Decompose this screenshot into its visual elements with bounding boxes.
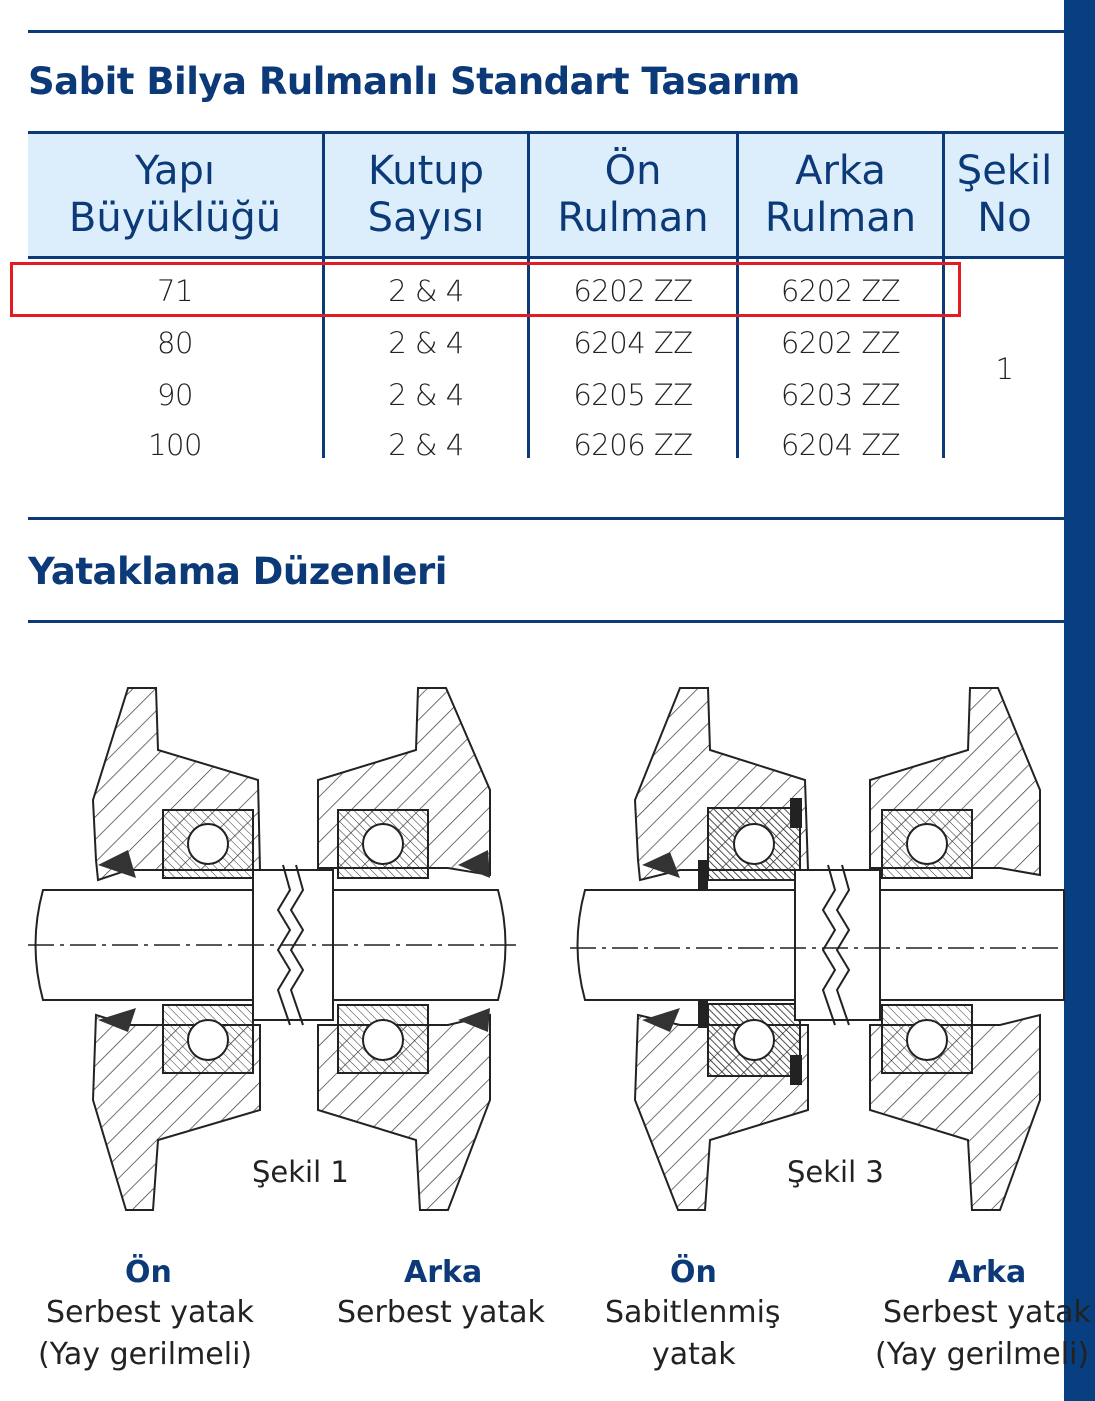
header-frame-size: Yapı Büyüklüğü <box>68 148 282 241</box>
table-cell-rear: 6202 ZZ <box>780 326 901 360</box>
table-cell-front: 6202 ZZ <box>573 274 693 308</box>
table-cell-poles: 2 & 4 <box>388 326 464 360</box>
caption-front-label: Ön <box>670 1255 717 1290</box>
header-figure-no: Şekil No <box>956 148 1053 241</box>
table-cell-size: 71 <box>157 274 193 308</box>
table-cell-size: 100 <box>148 428 202 462</box>
table-cell-poles: 2 & 4 <box>388 378 464 412</box>
section-title-arrangements: Yataklama Düzenleri <box>28 550 447 593</box>
caption-front-line2: (Yay gerilmeli) <box>38 1337 253 1372</box>
caption-rear-label: Arka <box>404 1255 483 1290</box>
caption-rear-label: Arka <box>948 1255 1027 1290</box>
header-pole-count: Kutup Sayısı <box>367 148 485 241</box>
table-cell-poles: 2 & 4 <box>388 428 464 462</box>
figure-label-1: Şekil 1 <box>252 1155 349 1189</box>
table-cell-rear: 6203 ZZ <box>780 378 901 412</box>
caption-front-line2: yatak <box>652 1337 736 1372</box>
header-front-bearing: Ön Rulman <box>557 148 709 241</box>
table-cell-figure-no: 1 <box>995 352 1014 386</box>
caption-front-line1: Sabitlenmiş <box>605 1295 781 1330</box>
table-cell-size: 90 <box>157 378 193 412</box>
header-rear-bearing: Arka Rulman <box>764 148 917 241</box>
caption-rear-line1: Serbest yatak <box>337 1295 545 1330</box>
caption-front-label: Ön <box>125 1255 172 1290</box>
table-cell-poles: 2 & 4 <box>388 274 464 308</box>
caption-rear-line2: (Yay gerilmeli) <box>875 1337 1090 1372</box>
table-cell-front: 6204 ZZ <box>573 326 693 360</box>
right-edge-bar <box>1064 0 1095 1401</box>
table-cell-size: 80 <box>157 326 193 360</box>
caption-front-line1: Serbest yatak <box>46 1295 254 1330</box>
caption-rear-line1: Serbest yatak <box>883 1295 1091 1330</box>
table-cell-rear: 6204 ZZ <box>780 428 901 462</box>
figure-label-3: Şekil 3 <box>787 1155 884 1189</box>
section-title-bearings: Sabit Bilya Rulmanlı Standart Tasarım <box>28 60 800 103</box>
table-cell-front: 6206 ZZ <box>573 428 693 462</box>
table-cell-rear: 6202 ZZ <box>780 274 901 308</box>
table-cell-front: 6205 ZZ <box>573 378 693 412</box>
